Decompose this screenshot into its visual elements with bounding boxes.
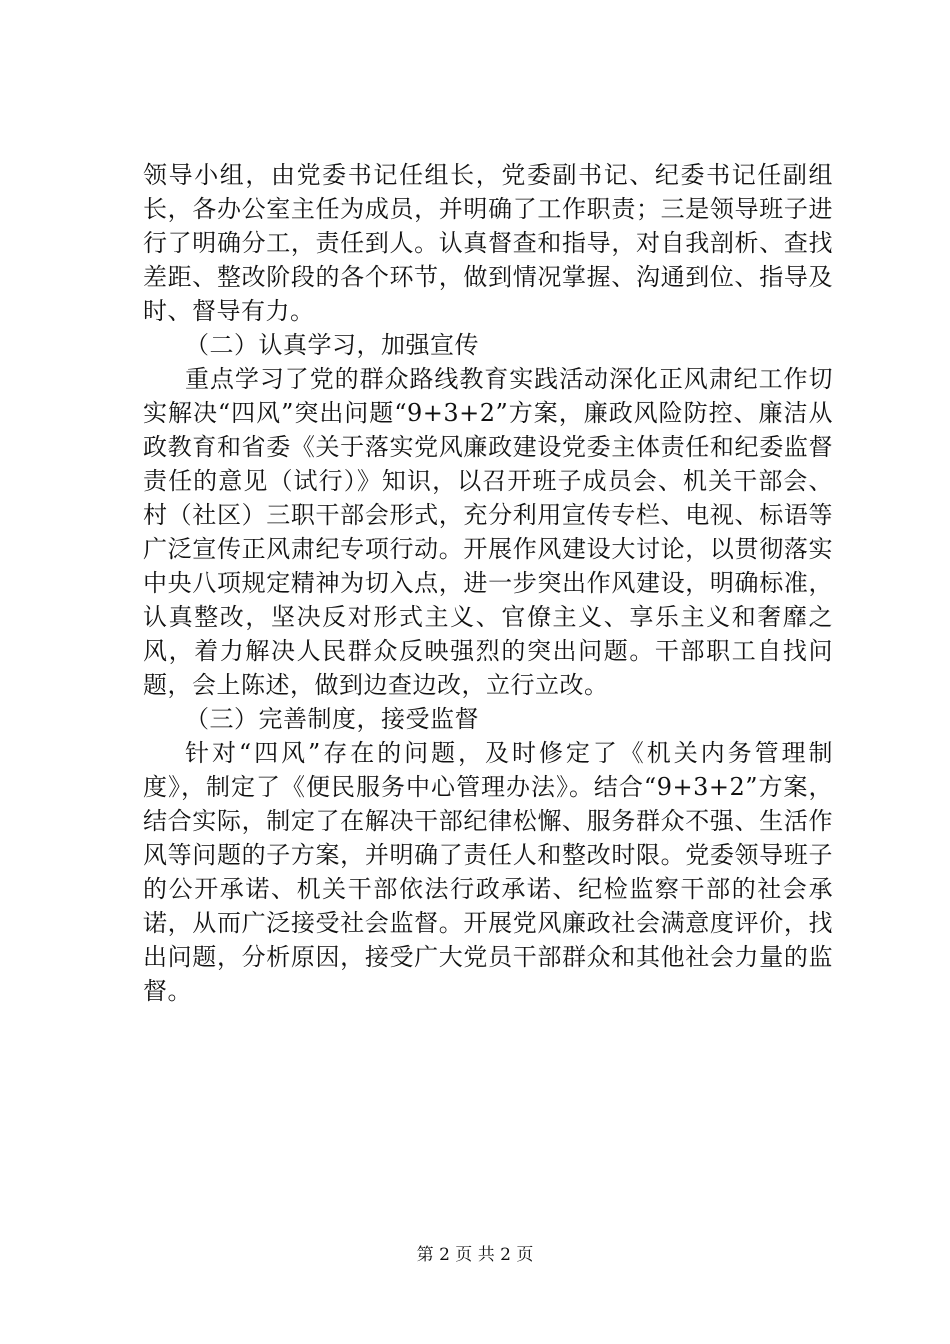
heading-section-2: （二）认真学习，加强宣传 <box>185 331 479 359</box>
paragraph-leadership-group: 领导小组，由党委书记任组长，党委副书记、纪委书记任副组长，各办公室主任为成员，并明确了工作职责；三是领导班子进行了明确分工，责任到人。认真督查和指导，对自我剖析、查找差距、整改阶段的各个环节，做到情况掌握、沟通到位、指导及时、督导有力。 <box>143 161 833 325</box>
heading-section-3: （三）完善制度，接受监督 <box>185 705 479 733</box>
document-body <box>143 158 833 1008</box>
paragraph-study-publicity: 重点学习了党的群众路线教育实践活动深化正风肃纪工作切实解决“四风”突出问题“9+3+2”方案，廉政风险防控、廉洁从政教育和省委《关于落实党风廉政建设党委主体责任和纪委监督责任的意见（试行）》知识，以召开班子成员会、机关干部会、村（社区）三职干部会形式，充分利用宣传专栏、电视、标语等广泛宣传正风肃纪专项行动。开展作风建设大讨论，以贯彻落实中央八项规定精神为切入点，进一步突出作风建设，明确标准，认真整改，坚决反对形式主义、官僚主义、享乐主义和奢靡之风，着力解决人民群众反映强烈的突出问题。干部职工自找问题，会上陈述，做到边查边改，立行立改。 <box>143 365 833 699</box>
page-number-footer: 第 2 页 共 2 页 <box>416 1245 534 1265</box>
paragraph-system-supervision: 针对“四风”存在的问题，及时修定了《机关内务管理制度》，制定了《便民服务中心管理办法》。结合“9+3+2”方案，结合实际，制定了在解决干部纪律松懈、服务群众不强、生活作风等问题的子方案，并明确了责任人和整改时限。党委领导班子的公开承诺、机关干部依法行政承诺、纪检监察干部的社会承诺，从而广泛接受社会监督。开展党风廉政社会满意度评价，找出问题，分析原因，接受广大党员干部群众和其他社会力量的监督。 <box>143 739 833 1005</box>
